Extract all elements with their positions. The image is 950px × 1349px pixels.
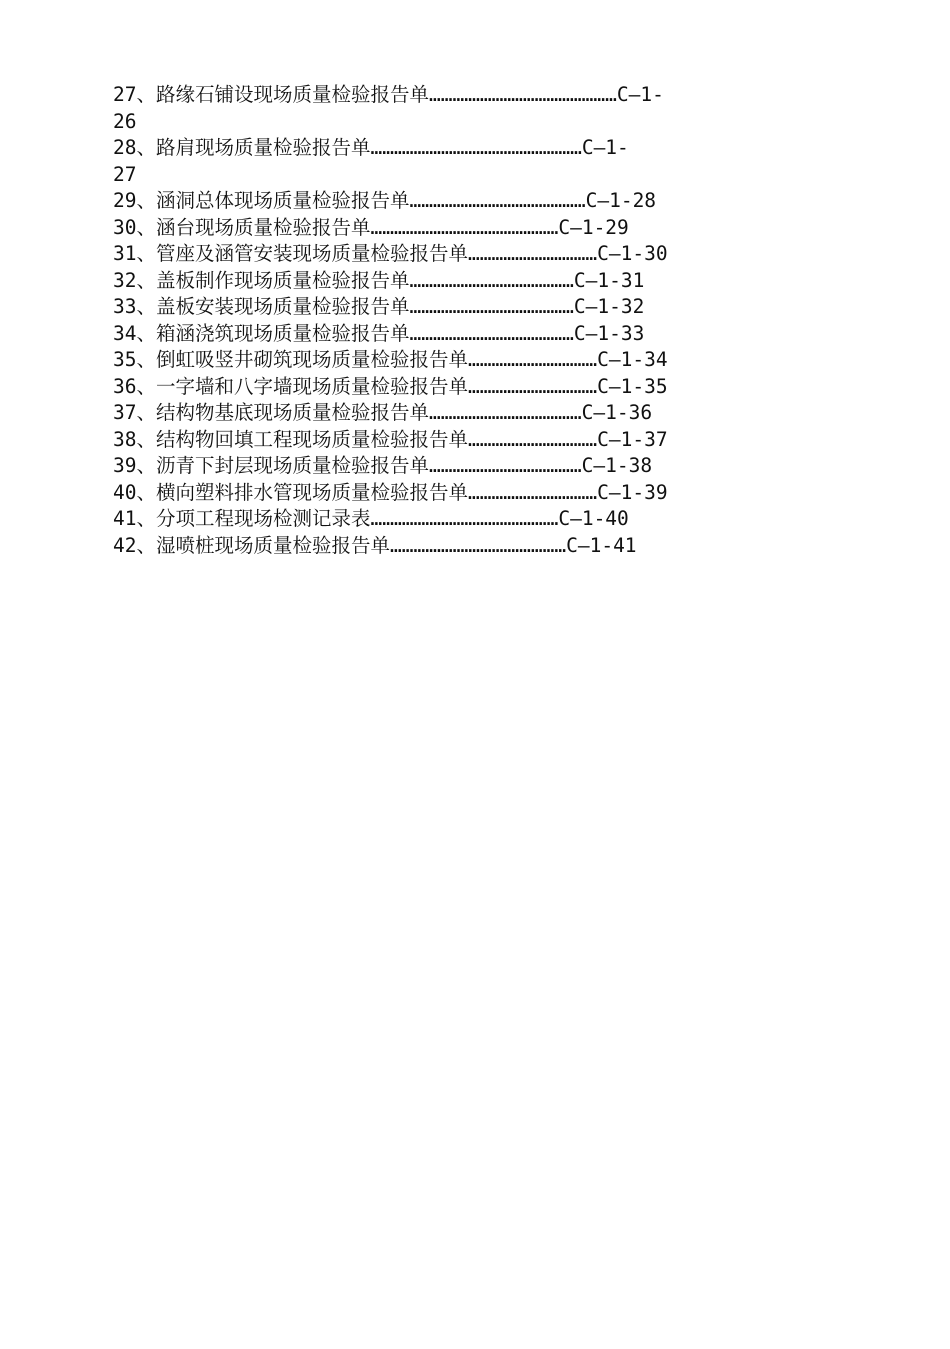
toc-entry-number: 35、 <box>113 348 156 371</box>
toc-entry-page: C—1-37 <box>597 427 668 451</box>
toc-entry-page: C—1-33 <box>573 321 645 345</box>
toc-entry-page: C—1-32 <box>573 295 645 318</box>
toc-entry-number: 42、 <box>113 533 156 557</box>
toc-entry-number: 32、 <box>113 268 156 292</box>
toc-entry-leader: …………………………………… <box>409 295 574 318</box>
toc-entry-title: 盖板安装现场质量检验报告单 <box>155 295 410 318</box>
toc-entry-page: C—1- <box>616 83 664 106</box>
toc-entry-title: 结构物基底现场质量检验报告单 <box>155 401 429 424</box>
toc-entry-page: C—1-40 <box>558 507 629 530</box>
toc-entry-36 <box>113 374 838 401</box>
toc-entry-39 <box>113 453 838 480</box>
toc-entry-title: 箱涵浇筑现场质量检验报告单 <box>155 321 410 345</box>
toc-entry-leader: …………………………………… <box>409 268 574 292</box>
toc-entry-leader: ……………………………………………… <box>370 136 582 159</box>
toc-entry-title: 路缘石铺设现场质量检验报告单 <box>155 83 429 106</box>
toc-entry-page: C—1-30 <box>597 242 668 265</box>
toc-entry-leader: ………………………………………… <box>370 507 559 530</box>
toc-entry-title: 涵台现场质量检验报告单 <box>155 215 371 239</box>
toc-entry-title: 盖板制作现场质量检验报告单 <box>155 268 410 292</box>
toc-entry-number: 39、 <box>113 454 156 477</box>
toc-entry-title: 湿喷桩现场质量检验报告单 <box>155 533 390 557</box>
toc-entry-37 <box>113 400 838 427</box>
toc-entry-leader: …………………………… <box>468 374 598 398</box>
toc-entry-31 <box>113 241 838 268</box>
toc-entry-leader: …………………………… <box>468 427 598 451</box>
toc-entry-35 <box>113 347 838 374</box>
toc-entry-38 <box>113 427 838 454</box>
toc-entry-number: 27、 <box>113 83 156 106</box>
toc-entry-page: C—1-36 <box>581 401 653 424</box>
toc-entry-29 <box>113 188 838 215</box>
toc-entry-page: C—1-38 <box>581 454 653 477</box>
toc-entry-leader: ………………………………………… <box>370 215 559 239</box>
toc-entry-title: 管座及涵管安装现场质量检验报告单 <box>155 242 468 265</box>
toc-entry-page-continued: 26 <box>113 109 137 133</box>
toc-entry-number: 31、 <box>113 242 156 265</box>
toc-entry-page: C—1-34 <box>597 348 668 371</box>
toc-entry-title: 结构物回填工程现场质量检验报告单 <box>155 427 468 451</box>
toc-entry-leader: …………………………… <box>468 480 598 504</box>
toc-entry-40 <box>113 480 838 507</box>
toc-entry-33 <box>113 294 838 321</box>
toc-entry-page: C—1-39 <box>597 480 668 504</box>
toc-entry-number: 40、 <box>113 480 156 504</box>
toc-entry-page: C—1-41 <box>566 533 637 557</box>
toc-entry-number: 28、 <box>113 136 156 159</box>
toc-entry-number: 30、 <box>113 215 156 239</box>
toc-entry-34 <box>113 321 838 348</box>
toc-entry-leader: ………………………………… <box>429 401 582 424</box>
toc-entry-leader: ………………………………………… <box>429 83 617 106</box>
toc-entry-leader: …………………………… <box>468 348 598 371</box>
toc-entry-number: 38、 <box>113 427 156 451</box>
toc-entry-number: 36、 <box>113 374 156 398</box>
toc-entry-28 <box>113 135 838 188</box>
table-of-contents <box>113 82 838 559</box>
toc-entry-42 <box>113 533 838 560</box>
toc-entry-title: 倒虹吸竖井砌筑现场质量检验报告单 <box>155 348 468 371</box>
toc-entry-number: 41、 <box>113 507 156 530</box>
toc-entry-leader: …………………………………… <box>409 321 574 345</box>
toc-entry-leader: …………………………… <box>468 242 598 265</box>
toc-entry-page: C—1-35 <box>597 374 668 398</box>
toc-entry-page: C—1-28 <box>585 189 657 212</box>
toc-entry-page-continued: 27 <box>113 162 137 186</box>
toc-entry-number: 34、 <box>113 321 156 345</box>
toc-entry-title: 路肩现场质量检验报告单 <box>155 136 371 159</box>
toc-entry-32 <box>113 268 838 295</box>
toc-entry-27 <box>113 82 838 135</box>
toc-entry-number: 33、 <box>113 295 156 318</box>
toc-entry-leader: ……………………………………… <box>390 533 567 557</box>
toc-entry-page: C—1-31 <box>573 268 645 292</box>
toc-entry-page: C—1- <box>581 136 629 159</box>
toc-entry-leader: ………………………………… <box>429 454 582 477</box>
toc-entry-number: 37、 <box>113 401 156 424</box>
toc-entry-title: 沥青下封层现场质量检验报告单 <box>155 454 429 477</box>
toc-entry-title: 横向塑料排水管现场质量检验报告单 <box>155 480 468 504</box>
toc-entry-title: 涵洞总体现场质量检验报告单 <box>155 189 410 212</box>
toc-entry-number: 29、 <box>113 189 156 212</box>
toc-entry-title: 分项工程现场检测记录表 <box>155 507 371 530</box>
toc-entry-title: 一字墙和八字墙现场质量检验报告单 <box>155 374 468 398</box>
toc-entry-30 <box>113 215 838 242</box>
toc-entry-page: C—1-29 <box>558 215 629 239</box>
toc-entry-leader: ……………………………………… <box>409 189 586 212</box>
toc-entry-41 <box>113 506 838 533</box>
